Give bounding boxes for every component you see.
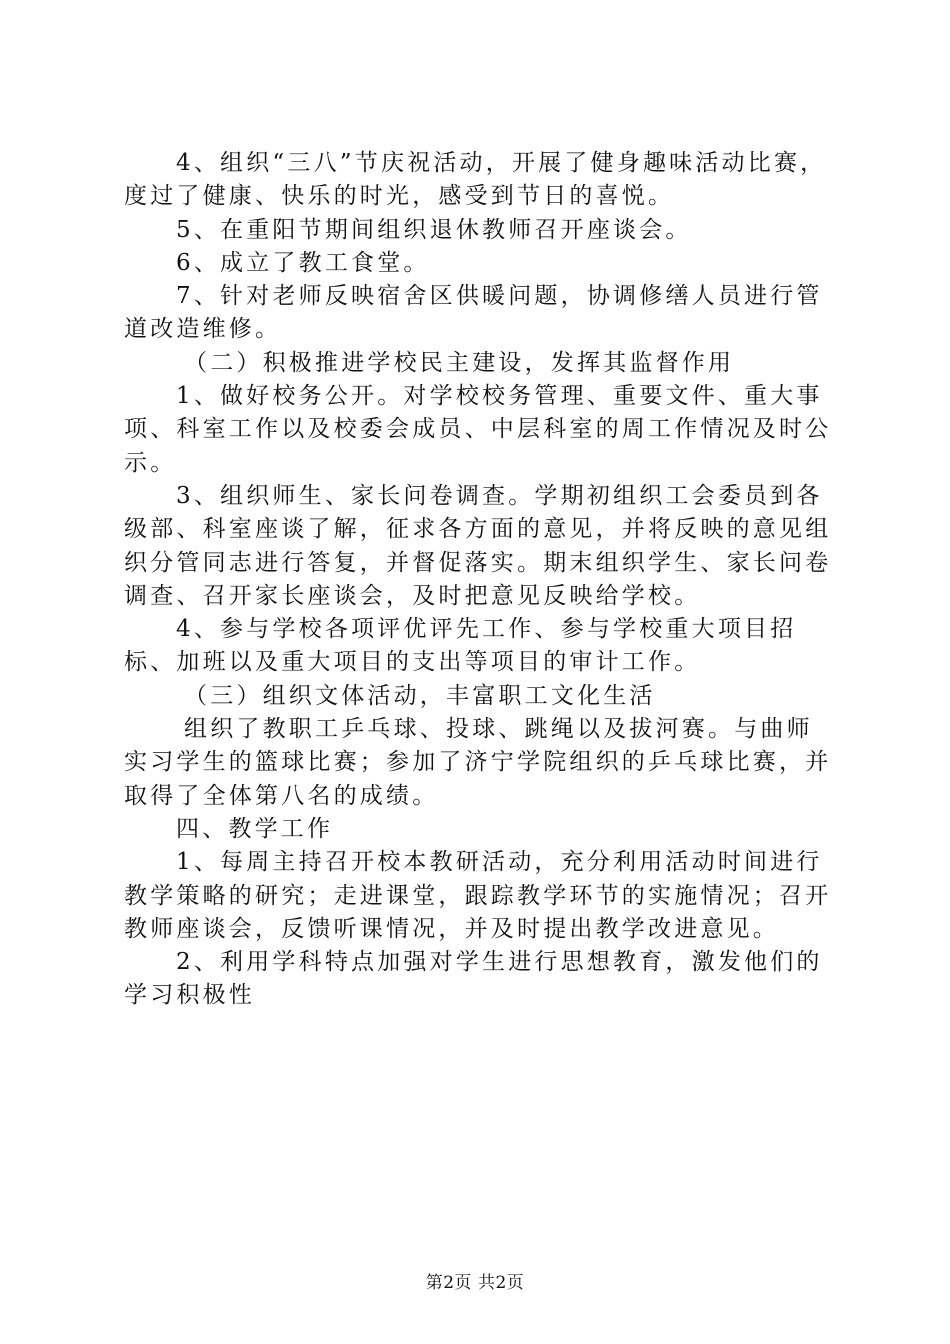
paragraph-sports: 组织了教职工乒乓球、投球、跳绳以及拔河赛。与曲师实习学生的篮球比赛；参加了济宁学院组织的乒乓球比赛，并取得了全体第八名的成绩。 <box>124 716 832 809</box>
section-heading-3: （三）组织文体活动，丰富职工文化生活 <box>184 682 656 709</box>
page-footer: 第2页 共2页 <box>425 1273 525 1293</box>
paragraph-item-4b: 4、参与学校各项评优评先工作、参与学校重大项目招标、加班以及重大项目的支出等项目的审计工作。 <box>124 616 797 676</box>
paragraph-item-7: 7、针对老师反映宿舍区供暖问题，协调修缮人员进行管道改造维修。 <box>124 283 823 343</box>
paragraph-item-3: 3、组织师生、家长问卷调查。学期初组织工会委员到各级部、科室座谈了解，征求各方面的意见，并将反映的意见组织分管同志进行答复，并督促落实。期末组织学生、家长问卷调查、召开家长座谈会，及时把意见反映给学校。 <box>124 482 832 609</box>
paragraph-item-4: 4、组织“三八”节庆祝活动，开展了健身趣味活动比赛，度过了健康、快乐的时光，感受到节日的喜悦。 <box>124 150 827 210</box>
section-heading-2: （二）积极推进学校民主建设，发挥其监督作用 <box>184 349 735 376</box>
paragraph-item-6: 6、成立了教工食堂。 <box>176 249 430 276</box>
document-body <box>124 147 836 1013</box>
paragraph-teaching-1: 1、每周主持召开校本教研活动，充分利用活动时间进行教学策略的研究；走进课堂，跟踪教学环节的实施情况；召开教师座谈会，反馈听课情况，并及时提出教学改进意见。 <box>124 849 832 942</box>
section-heading-4: 四、教学工作 <box>176 815 334 842</box>
paragraph-item-5: 5、在重阳节期间组织退休教师召开座谈会。 <box>176 216 692 243</box>
paragraph-teaching-2: 2、利用学科特点加强对学生进行思想教育，激发他们的学习积极性 <box>124 949 823 1009</box>
paragraph-item-1: 1、做好校务公开。对学校校务管理、重要文件、重大事项、科室工作以及校委会成员、中层科室的周工作情况及时公示。 <box>124 383 832 476</box>
